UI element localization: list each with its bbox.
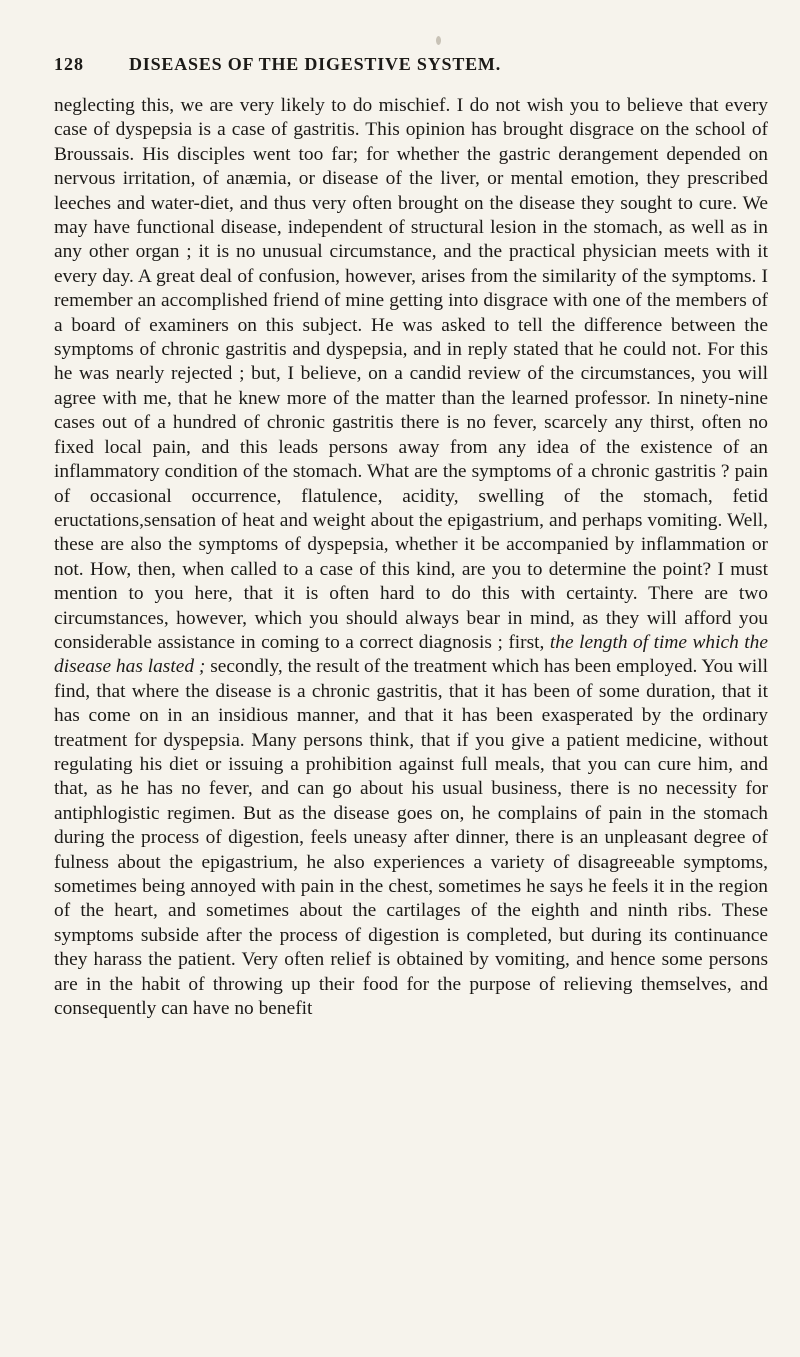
paragraph [54,94,768,1021]
ink-spot [436,36,441,45]
body-text [54,94,768,1021]
text-part-1: neglecting this, we are very likely to do mischief. I do not wish you to believe that every case of dyspepsia is a case of gastritis. This opinion has brought disgrace on the school of Broussais. His disciples went too far; for whether the gastric derangement depended on nervous irritation, of anæmia, or disease of the liver, or mental emotion, they prescribed leeches and water-diet, and thus very often brought on the disease they sought to cure. We may have functional disease, independent of structural lesion in the stomach, as well as in any other organ ; it is no unusual circumstance, and the practical physician meets with it every day. A great deal of confusion, however, arises from the similarity of the symptoms. I remember an accomplished friend of mine getting into disgrace with one of the members of a board of examiners on this subject. He was asked to tell the difference between the symptoms of chronic gastritis and dyspepsia, and in reply stated that he could not. For this he was nearly rejected ; but, I believe, on a candid review of the circumstances, you will agree with me, that he knew more of the matter than the learned professor. In ninety-nine cases out of a hundred of chronic gastritis there is no fever, scarcely any thirst, often no fixed local pain, and this leads persons away from any idea of the existence of an inflammatory condition of the stomach. What are the symptoms of a chronic gastritis ? pain of occasional occurrence, flatulence, acidity, swelling of the stomach, fetid eructations,sensation of heat and weight about the epigastrium, and perhaps vomiting. Well, these are also the symptoms of dyspepsia, whether it be accompanied by inflammation or not. How, then, when called to a case of this kind, are you to determine the point? I must mention to you here, that it is often hard to do this with certainty. There are two circumstances, however, which you should always bear in mind, as they will afford you considerable assistance in coming to a correct diagnosis ; first, [54,95,768,653]
text-part-2: secondly, the result of the treatment which has been employed. You will find, that where the disease is a chronic gastritis, that it has been of some duration, that it has come on in an insidious manner, and that it has been exasperated by the ordinary treatment for dyspepsia. Many persons think, that if you give a patient medicine, without regulating his diet or issuing a prohibition against full meals, that you can cure him, and that, as he has no fever, and can go about his usual business, there is no necessity for antiphlogistic regimen. But as the disease goes on, he complains of pain in the stomach during the process of digestion, feels uneasy after dinner, there is an unpleasant degree of fulness about the epigastrium, he also experiences a variety of disagreeable symptoms, sometimes being annoyed with pain in the chest, sometimes he says he feels it in the region of the heart, and sometimes about the cartilages of the eighth and ninth ribs. These symptoms subside after the process of digestion is completed, but during its continuance they harass the patient. Very often relief is obtained by vomiting, and hence some persons are in the habit of throwing up their food for the purpose of relieving themselves, and consequently can have no benefit [54,656,768,1020]
page-header [54,50,754,80]
italic-phrase: the length of time which the disease has lasted ; [54,631,768,678]
page-number: 128 [54,54,84,74]
running-title: DISEASES OF THE DIGESTIVE SYSTEM. [129,54,502,74]
